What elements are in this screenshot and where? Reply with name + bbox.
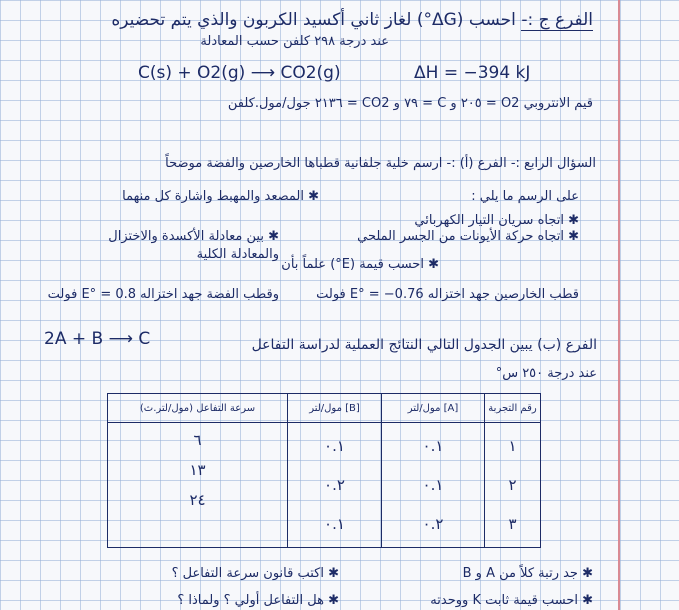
part-c-title: الفرع ج :-: [521, 10, 593, 30]
table-cell: ٠.١: [422, 475, 444, 494]
bullet-star-icon: ✱: [263, 229, 279, 244]
header-experiment: رقم التجربة: [485, 394, 541, 423]
experiment-column: [485, 427, 540, 543]
conc-a-column: [382, 427, 484, 543]
table-header-row: [108, 394, 541, 423]
bullet-redox: ✱ بين معادلة الأكسدة والاختزال والمعادلة الكلية: [108, 229, 279, 262]
results-table: [107, 393, 541, 548]
bullet-current: ✱ اتجاه سريان التيار الكهربائي: [414, 213, 579, 228]
question-order: ✱ جد رتبة كلاً من A و B: [462, 566, 593, 581]
zn-potential: قطب الخارصين جهد اختزاله E° = −0.76 فولت: [316, 287, 579, 302]
part-c-line1: احسب (ΔG°) لغاز ثاني أكسيد الكربون والذي يتم تحضيره: [111, 10, 516, 30]
bullet-star-icon: ✱: [323, 566, 339, 581]
conc-b-column: [288, 427, 381, 543]
entropy-values: قيم الانتروبي O2 = ٢٠٥ و C = ٧٩ و CO2 = ٢١٣٦ جول/مول.كلفن: [227, 96, 593, 111]
bullet-electrodes: ✱ المصعد والمهبط واشارة كل منهما: [122, 189, 319, 204]
table-cell: ١٣: [189, 461, 206, 479]
table-cell: ٠.١: [324, 437, 345, 456]
table-cell: ٠.٢: [324, 475, 345, 494]
bullet-star-icon: ✱: [423, 257, 439, 272]
header-rate: سرعة التفاعل (مول/لتر.ث): [108, 394, 288, 423]
rate-column: [108, 423, 287, 547]
bullet-star-icon: ✱: [303, 189, 319, 204]
bullet-ions: ✱ اتجاه حركة الأيونات من الجسر الملحي: [357, 229, 579, 244]
table-cell: ٠.٢: [422, 514, 444, 533]
table-cell: ٢: [508, 475, 517, 494]
table-cell: ٦: [193, 431, 202, 449]
reaction-equation: 2A + B ⟶ C: [44, 329, 151, 349]
table-cell: ٣: [508, 514, 517, 533]
part-c-line2: عند درجة ٢٩٨ كلفن حسب المعادلة: [200, 34, 389, 49]
table-cell: ٠.١: [422, 437, 444, 456]
equation: C(s) + O2(g) ⟶ CO2(g): [138, 63, 341, 83]
page-margin-line: [618, 0, 620, 610]
header-conc-a: [A] مول/لتر: [382, 394, 485, 423]
header-conc-b: [B] مول/لتر: [288, 394, 382, 423]
q4-intro: على الرسم ما يلي :: [471, 189, 579, 204]
table-cell: ٢٤: [189, 491, 206, 509]
question-elementary: ✱ هل التفاعل أولي ؟ ولماذا ؟: [177, 593, 339, 608]
table-cell: ٠.١: [324, 514, 345, 533]
bullet-e0: ✱ احسب قيمة (E°) علماً بأن: [281, 257, 439, 272]
table-cell: ١: [508, 437, 517, 456]
bullet-star-icon: ✱: [563, 213, 579, 228]
bullet-star-icon: ✱: [563, 229, 579, 244]
q4-title: السؤال الرابع :- الفرع (أ) :- ارسم خلية جلفانية قطباها الخارصين والفضة موضحاً: [165, 156, 596, 171]
part-b-intro: الفرع (ب) يبين الجدول التالي النتائج العملية لدراسة التفاعل: [251, 337, 597, 353]
ag-potential: وقطب الفضة جهد اختزاله E° = 0.8 فولت: [47, 287, 279, 302]
temperature: عند درجة ٢٥٠ س°: [495, 366, 597, 381]
bullet-star-icon: ✱: [577, 593, 593, 608]
question-k-value: ✱ احسب قيمة ثابت K ووحدته: [430, 593, 593, 608]
question-rate-law: ✱ اكتب قانون سرعة التفاعل ؟: [171, 566, 339, 581]
part-c-block: [111, 11, 593, 29]
table-body-row: [108, 423, 541, 548]
enthalpy-value: ΔH = −394 kJ: [414, 63, 531, 83]
bullet-star-icon: ✱: [323, 593, 339, 608]
bullet-star-icon: ✱: [577, 566, 593, 581]
